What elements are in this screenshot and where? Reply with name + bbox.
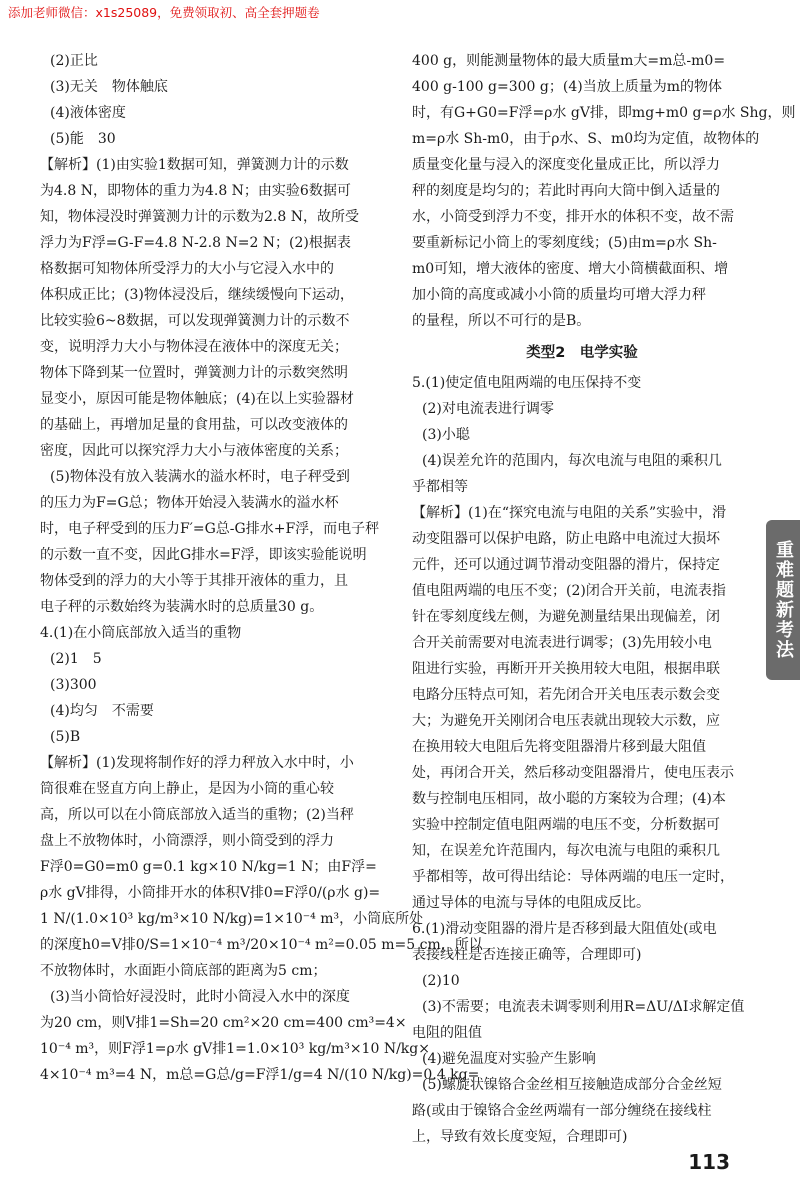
- text-line: (5)B: [50, 729, 81, 745]
- text-line: 处，再闭合开关，然后移动变阻器滑片，使电压表示: [412, 765, 734, 781]
- text-line: 的示数一直不变，因此G排水=F浮，即该实验能说明: [40, 547, 367, 563]
- text-line: 乎都相等: [412, 479, 468, 495]
- text-line: 知，在误差允许范围内，每次电流与电阻的乘积几: [412, 843, 720, 859]
- text-line: (4)避免温度对实验产生影响: [422, 1051, 596, 1067]
- text-line: (4)均匀 不需要: [50, 703, 154, 719]
- text-line: 不放物体时，水面距小筒底部的距离为5 cm；: [40, 963, 327, 979]
- text-line: 浮力为F浮=G-F=4.8 N-2.8 N=2 N；(2)根据表: [40, 235, 351, 251]
- text-line: (2)正比: [50, 53, 98, 69]
- text-line: (5)物体没有放入装满水的溢水杯时，电子秤受到: [50, 469, 350, 485]
- side-tab: 重难题新考法: [766, 520, 800, 680]
- text-line: 为20 cm，则V排1=Sh=20 cm²×20 cm=400 cm³=4×: [40, 1015, 407, 1031]
- text-line: 电路分压特点可知，若先闭合开关电压表示数会变: [412, 687, 720, 703]
- page-number: 113: [688, 1150, 730, 1174]
- text-line: (2)对电流表进行调零: [422, 401, 554, 417]
- text-line: 秤的刻度是均匀的；若此时再向大筒中倒入适量的: [412, 183, 720, 199]
- text-line: 合开关前需要对电流表进行调零；(3)先用较小电: [412, 635, 712, 651]
- text-line: m=ρ水 Sh-m0，由于ρ水、S、m0均为定值，故物体的: [412, 131, 760, 147]
- text-line: 时，有G+G0=F浮=ρ水 gV排，即mg+m0 g=ρ水 Shg，则: [412, 105, 796, 121]
- text-line: 动变阻器可以保护电路，防止电路中电流过大损坏: [412, 531, 720, 547]
- text-line: (3)小聪: [422, 427, 470, 443]
- text-line: 的量程，所以不可行的是B。: [412, 313, 591, 329]
- text-line: 元件，还可以通过调节滑动变阻器的滑片，保持定: [412, 557, 720, 573]
- text-line: 【解析】(1)由实验1数据可知，弹簧测力计的示数: [40, 157, 349, 173]
- text-line: (2)10: [422, 973, 460, 989]
- text-line: 乎都相等，故可得出结论：导体两端的电压一定时，: [412, 869, 734, 885]
- text-line: 数与控制电压相同，故小聪的方案较为合理；(4)本: [412, 791, 726, 807]
- text-line: 针在零刻度线左侧，为避免测量结果出现偏差，闭: [412, 609, 720, 625]
- text-line: 变，说明浮力大小与物体浸在液体中的深度无关；: [40, 339, 348, 355]
- text-line: (4)液体密度: [50, 105, 126, 121]
- text-line: 表接线柱是否连接正确等，合理即可): [412, 947, 642, 963]
- text-line: 筒很难在竖直方向上静止，是因为小筒的重心较: [40, 781, 334, 797]
- text-line: 物体下降到某一位置时，弹簧测力计的示数突然明: [40, 365, 348, 381]
- text-line: 格数据可知物体所受浮力的大小与它浸入水中的: [40, 261, 334, 277]
- text-line: 实验中控制定值电阻两端的电压不变，分析数据可: [412, 817, 720, 833]
- text-line: 的深度h0=V排0/S=1×10⁻⁴ m³/20×10⁻⁴ m²=0.05 m=5 cm，所以: [40, 937, 483, 953]
- text-line: 10⁻⁴ m³，则F浮1=ρ水 gV排1=1.0×10³ kg/m³×10 N/kg×: [40, 1041, 430, 1057]
- text-line: (5)能 30: [50, 131, 116, 147]
- text-line: 质量变化量与浸入的深度变化量成正比，所以浮力: [412, 157, 720, 173]
- text-line: 的基础上，再增加足量的食用盐，可以改变液体的: [40, 417, 348, 433]
- text-line: 上，导致有效长度变短，合理即可): [412, 1129, 628, 1145]
- text-line: 通过导体的电流与导体的电阻成反比。: [412, 895, 650, 911]
- text-line: 时，电子秤受到的压力F′=G总-G排水+F浮，而电子秤: [40, 521, 380, 537]
- text-line: 4×10⁻⁴ m³=4 N，m总=G总/g=F浮1/g=4 N/(10 N/kg)=0.4 kg=: [40, 1067, 480, 1083]
- text-line: (4)误差允许的范围内，每次电流与电阻的乘积几: [422, 453, 722, 469]
- text-line: 比较实验6~8数据，可以发现弹簧测力计的示数不: [40, 313, 350, 329]
- promo-banner: 添加老师微信：x1s25089，免费领取初、高全套押题卷: [8, 5, 320, 20]
- text-line: 【解析】(1)在“探究电流与电阻的关系”实验中，滑: [412, 505, 727, 521]
- text-line: 阻进行实验，再断开开关换用较大电阻，根据串联: [412, 661, 720, 677]
- text-line: (2)1 5: [50, 651, 102, 667]
- text-line: (5)螺旋状镍铬合金丝相互接触造成部分合金丝短: [422, 1077, 722, 1093]
- text-line: 加小筒的高度或减小小筒的质量均可增大浮力秤: [412, 287, 706, 303]
- text-line: (3)当小筒恰好浸没时，此时小筒浸入水中的深度: [50, 989, 350, 1005]
- right-column-part-a: [412, 48, 796, 334]
- text-line: (3)不需要；电流表未调零则利用R=ΔU/ΔI求解定值: [422, 999, 745, 1015]
- text-line: 6.(1)滑动变阻器的滑片是否移到最大阻值处(或电: [412, 921, 717, 937]
- text-line: 【解析】(1)发现将制作好的浮力秤放入水中时，小: [40, 755, 354, 771]
- text-line: 5.(1)使定值电阻两端的电压保持不变: [412, 375, 642, 391]
- text-line: 电子秤的示数始终为装满水时的总质量30 g。: [40, 599, 324, 615]
- text-line: 在换用较大电阻后先将变阻器滑片移到最大阻值: [412, 739, 706, 755]
- text-line: 4.(1)在小筒底部放入适当的重物: [40, 625, 242, 641]
- text-line: (3)无关 物体触底: [50, 79, 168, 95]
- right-column-part-b: [412, 370, 752, 1150]
- text-line: 物体受到的浮力的大小等于其排开液体的重力，且: [40, 573, 348, 589]
- text-line: 密度，因此可以探究浮力大小与液体密度的关系；: [40, 443, 348, 459]
- text-line: F浮0=G0=m0 g=0.1 kg×10 N/kg=1 N；由F浮=: [40, 859, 377, 875]
- text-line: 路(或由于镍铬合金丝两端有一部分缠绕在接线柱: [412, 1103, 712, 1119]
- text-line: 为4.8 N，即物体的重力为4.8 N；由实验6数据可: [40, 183, 351, 199]
- text-line: 显变小，原因可能是物体触底；(4)在以上实验器材: [40, 391, 354, 407]
- text-line: 盘上不放物体时，小筒漂浮，则小筒受到的浮力: [40, 833, 334, 849]
- text-line: 值电阻两端的电压不变；(2)闭合开关前，电流表指: [412, 583, 726, 599]
- text-line: 水，小筒受到浮力不变，排开水的体积不变，故不需: [412, 209, 734, 225]
- text-line: 400 g，则能测量物体的最大质量m大=m总-m0=: [412, 53, 726, 69]
- text-line: 1 N/(1.0×10³ kg/m³×10 N/kg)=1×10⁻⁴ m³，小筒底所处: [40, 911, 424, 927]
- text-line: 电阻的阻值: [412, 1025, 482, 1041]
- text-line: 400 g-100 g=300 g；(4)当放上质量为m的物体: [412, 79, 722, 95]
- text-line: 要重新标记小筒上的零刻度线；(5)由m=ρ水 Sh-: [412, 235, 717, 251]
- text-line: 知，物体浸没时弹簧测力计的示数为2.8 N，故所受: [40, 209, 359, 225]
- text-line: 高，所以可以在小筒底部放入适当的重物；(2)当秤: [40, 807, 354, 823]
- text-line: m0可知，增大液体的密度、增大小筒横截面积、增: [412, 261, 729, 277]
- text-line: ρ水 gV排得，小筒排开水的体积V排0=F浮0/(ρ水 g)=: [40, 885, 381, 901]
- text-line: 的压力为F=G总；物体开始浸入装满水的溢水杯: [40, 495, 339, 511]
- section-title: 类型2 电学实验: [526, 345, 638, 361]
- text-line: 体积成正比；(3)物体浸没后，继续缓慢向下运动，: [40, 287, 354, 303]
- text-line: 大；为避免开关刚闭合电压表就出现较大示数，应: [412, 713, 720, 729]
- text-line: (3)300: [50, 677, 97, 693]
